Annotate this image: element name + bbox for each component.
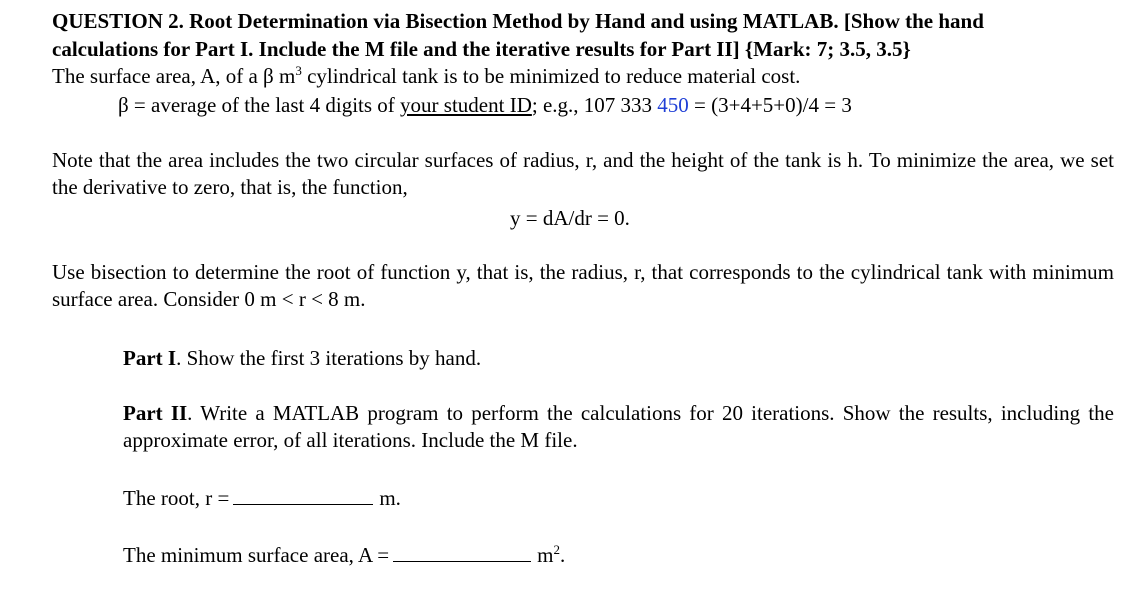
student-id-underlined: your student ID — [400, 93, 532, 117]
root-label: The root, r = — [123, 486, 230, 510]
part-2-label: Part II — [123, 401, 188, 425]
part-2-text: . Write a MATLAB program to perform the calculations for 20 iterations. Show the results, including the approximate error, of all iterations. Include the M file. — [123, 401, 1114, 452]
intro-paragraph — [52, 63, 1114, 90]
example-digits-blue: 450 — [657, 93, 689, 117]
beta-example: ; e.g., 107 333 — [531, 93, 658, 117]
derivative-equation: y = dA/dr = 0. — [510, 206, 630, 230]
note-paragraph: Note that the area includes the two circular surfaces of radius, r, and the height of the tank is h. To minimize the area, we set the derivative to zero, that is, the function, — [52, 148, 1114, 199]
bisection-paragraph: Use bisection to determine the root of function y, that is, the radius, r, that corresponds to the cylindrical tank with minimum surface area. Consider 0 m < r < 8 m. — [52, 260, 1114, 311]
area-label: The minimum surface area, A = — [123, 543, 390, 567]
area-unit-superscript: 2 — [553, 542, 560, 557]
heading-line-1: QUESTION 2. Root Determination via Bisection Method by Hand and using MATLAB. [Show the hand — [52, 9, 984, 33]
root-unit: m. — [379, 486, 401, 510]
area-answer-line — [123, 541, 1114, 569]
root-answer-line — [123, 484, 1114, 512]
part-2 — [123, 400, 1114, 454]
heading-line-2: calculations for Part I. Include the M file and the iterative results for Part II] {Mark: 7; 3.5, 3.5} — [52, 37, 911, 61]
area-unit-period: . — [559, 543, 566, 567]
beta-definition — [118, 92, 852, 119]
part-1-label: Part I — [123, 346, 177, 370]
intro-text: The surface area, A, of a β m — [52, 64, 296, 88]
intro-superscript: 3 — [295, 63, 302, 78]
part-1-text: . Show the first 3 iterations by hand. — [176, 346, 482, 370]
beta-calc: = (3+4+5+0)/4 = 3 — [688, 93, 852, 117]
question-heading — [52, 7, 1114, 63]
area-unit: m — [537, 543, 554, 567]
part-1 — [123, 345, 1114, 372]
beta-text: β = average of the last 4 digits of — [118, 93, 401, 117]
root-answer-blank[interactable] — [233, 484, 373, 505]
intro-text-end: cylindrical tank is to be minimized to reduce material cost. — [301, 64, 801, 88]
area-answer-blank[interactable] — [393, 541, 531, 562]
